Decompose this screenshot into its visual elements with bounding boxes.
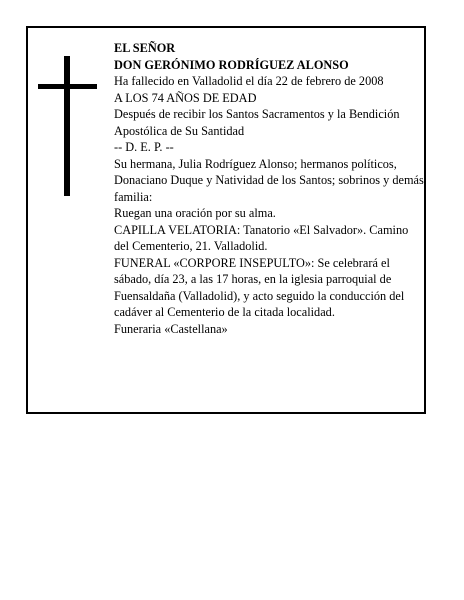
sacraments-line: Después de recibir los Santos Sacramentos y la Bendición Apostólica de Su Santidad [114, 107, 400, 138]
obituary-text [114, 40, 426, 337]
cross-icon [64, 56, 70, 196]
prayer-line: Ruegan una oración por su alma. [114, 206, 276, 220]
family-line: Su hermana, Julia Rodríguez Alonso; hermanos políticos, Donaciano Duque y Natividad de los Santos; sobrinos y demás familia: [114, 156, 424, 204]
title-line-1: EL SEÑOR [114, 41, 176, 55]
cross-icon-crossbar [38, 84, 97, 89]
deceased-name: DON GERÓNIMO RODRÍGUEZ ALONSO [114, 57, 349, 72]
rip-line: -- D. E. P. -- [114, 140, 174, 154]
death-info: Ha fallecido en Valladolid el día 22 de febrero de 2008 [114, 74, 384, 88]
age-line: A LOS 74 AÑOS DE EDAD [114, 90, 257, 105]
funeral-line: FUNERAL «CORPORE INSEPULTO»: Se celebrará el sábado, día 23, a las 17 horas, en la iglesia parroquial de Fuensaldaña (Valladolid), y acto seguido la conducción del cadáver al Cementerio de la citada localidad. [114, 255, 405, 319]
funeral-home-line: Funeraria «Castellana» [114, 321, 228, 336]
chapel-line: CAPILLA VELATORIA: Tanatorio «El Salvador». Camino del Cementerio, 21. Valladolid. [114, 222, 409, 253]
